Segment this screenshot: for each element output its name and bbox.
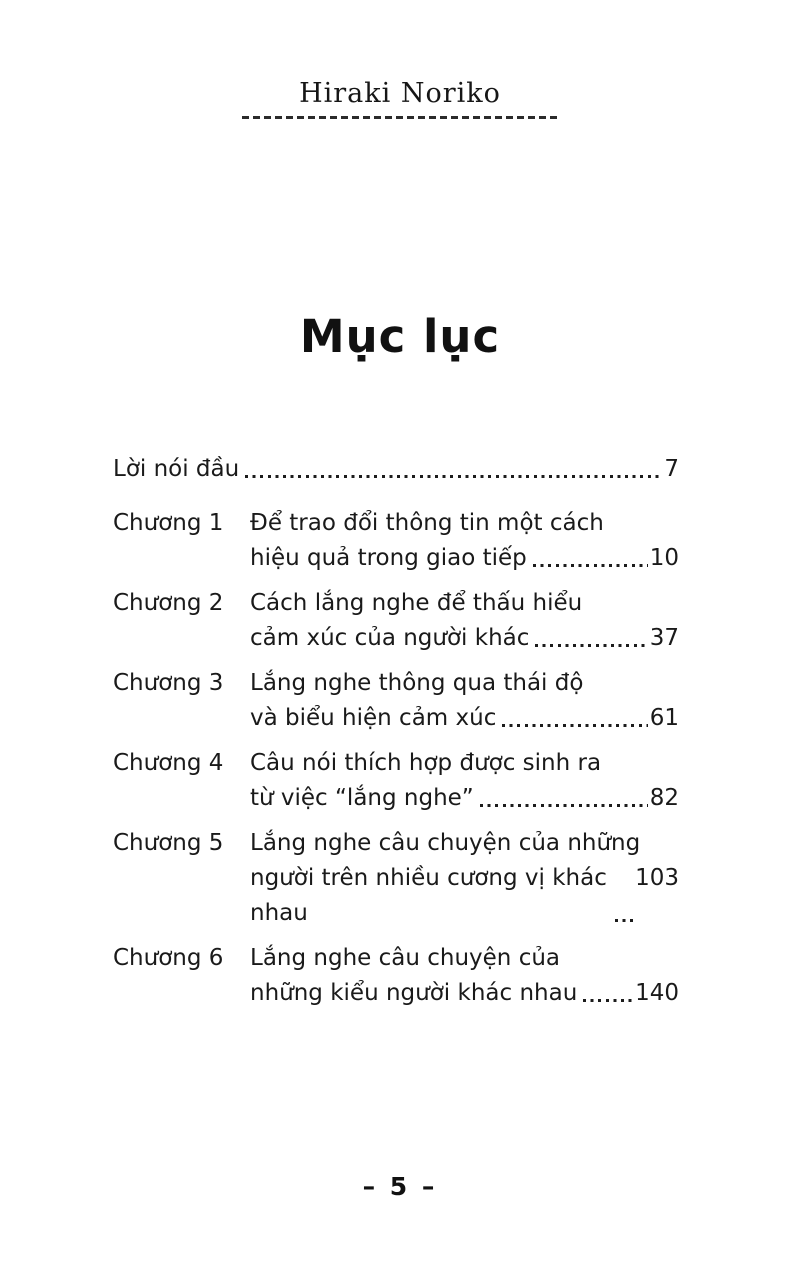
chapter-title-line2-row xyxy=(250,701,679,736)
toc-entry-preface xyxy=(113,451,679,487)
page-footer xyxy=(0,1172,800,1201)
toc-entry-chapter-1 xyxy=(113,506,679,576)
dot-leader xyxy=(245,475,662,478)
chapter-title-line1: Lắng nghe thông qua thái độ xyxy=(250,670,584,696)
author-name: Hiraki Noriko xyxy=(299,78,501,109)
chapter-title-line2: những kiểu người khác nhau xyxy=(250,980,578,1006)
chapter-title-block xyxy=(250,666,679,736)
toc-entry-chapter-6 xyxy=(113,941,679,1011)
chapter-title-block xyxy=(250,941,679,1011)
chapter-label: Chương 2 xyxy=(113,590,224,616)
chapter-label: Chương 6 xyxy=(113,945,224,971)
chapter-title-line2: cảm xúc của người khác xyxy=(250,625,530,651)
page-header xyxy=(0,78,800,119)
header-dashed-rule xyxy=(242,116,558,119)
preface-page-number: 7 xyxy=(664,456,679,482)
chapter-title-line2-row xyxy=(250,781,679,816)
chapter-title-line2: và biểu hiện cảm xúc xyxy=(250,705,497,731)
chapter-label: Chương 1 xyxy=(113,510,224,536)
toc-entry-chapter-2 xyxy=(113,586,679,656)
chapter-title-line1: Cách lắng nghe để thấu hiểu xyxy=(250,590,583,616)
chapter-page-number: 37 xyxy=(649,625,679,651)
chapter-page-number: 61 xyxy=(649,705,679,731)
chapter-title-line1: Lắng nghe câu chuyện của xyxy=(250,945,561,971)
chapter-title-block xyxy=(250,826,679,931)
toc-entry-chapter-4 xyxy=(113,746,679,816)
chapter-title-line2-row xyxy=(250,861,679,931)
chapter-page-number: 140 xyxy=(635,980,679,1006)
dot-leader xyxy=(615,919,633,922)
chapter-title-block xyxy=(250,586,679,656)
dot-leader xyxy=(480,804,648,807)
folio-page-number: – 5 – xyxy=(362,1172,438,1201)
chapter-title-line2-row xyxy=(250,541,679,576)
preface-label: Lời nói đầu xyxy=(113,456,240,482)
dot-leader xyxy=(533,564,648,567)
chapter-title-line2-row xyxy=(250,621,679,656)
chapter-title-line1: Lắng nghe câu chuyện của những xyxy=(250,830,641,856)
chapter-title-line1: Để trao đổi thông tin một cách xyxy=(250,510,604,536)
chapter-title-line1: Câu nói thích hợp được sinh ra xyxy=(250,750,602,776)
dot-leader xyxy=(583,999,633,1002)
dot-leader xyxy=(502,724,647,727)
chapter-title-line2: hiệu quả trong giao tiếp xyxy=(250,545,527,571)
chapter-title-block xyxy=(250,506,679,576)
chapter-label: Chương 5 xyxy=(113,830,224,856)
chapter-title-block xyxy=(250,746,679,816)
chapter-page-number: 103 xyxy=(635,865,679,891)
page-title: Mục lục xyxy=(299,310,501,363)
chapter-page-number: 82 xyxy=(649,785,679,811)
chapter-label: Chương 4 xyxy=(113,750,224,776)
toc-entry-chapter-5 xyxy=(113,826,679,931)
chapter-title-line2: người trên nhiều cương vị khác nhau xyxy=(250,865,607,926)
table-of-contents xyxy=(113,451,679,1021)
dot-leader xyxy=(535,644,647,647)
chapter-label: Chương 3 xyxy=(113,670,224,696)
toc-entry-chapter-3 xyxy=(113,666,679,736)
chapter-title-line2: từ việc “lắng nghe” xyxy=(250,785,474,811)
chapter-page-number: 10 xyxy=(649,545,679,571)
chapter-title-line2-row xyxy=(250,976,679,1011)
